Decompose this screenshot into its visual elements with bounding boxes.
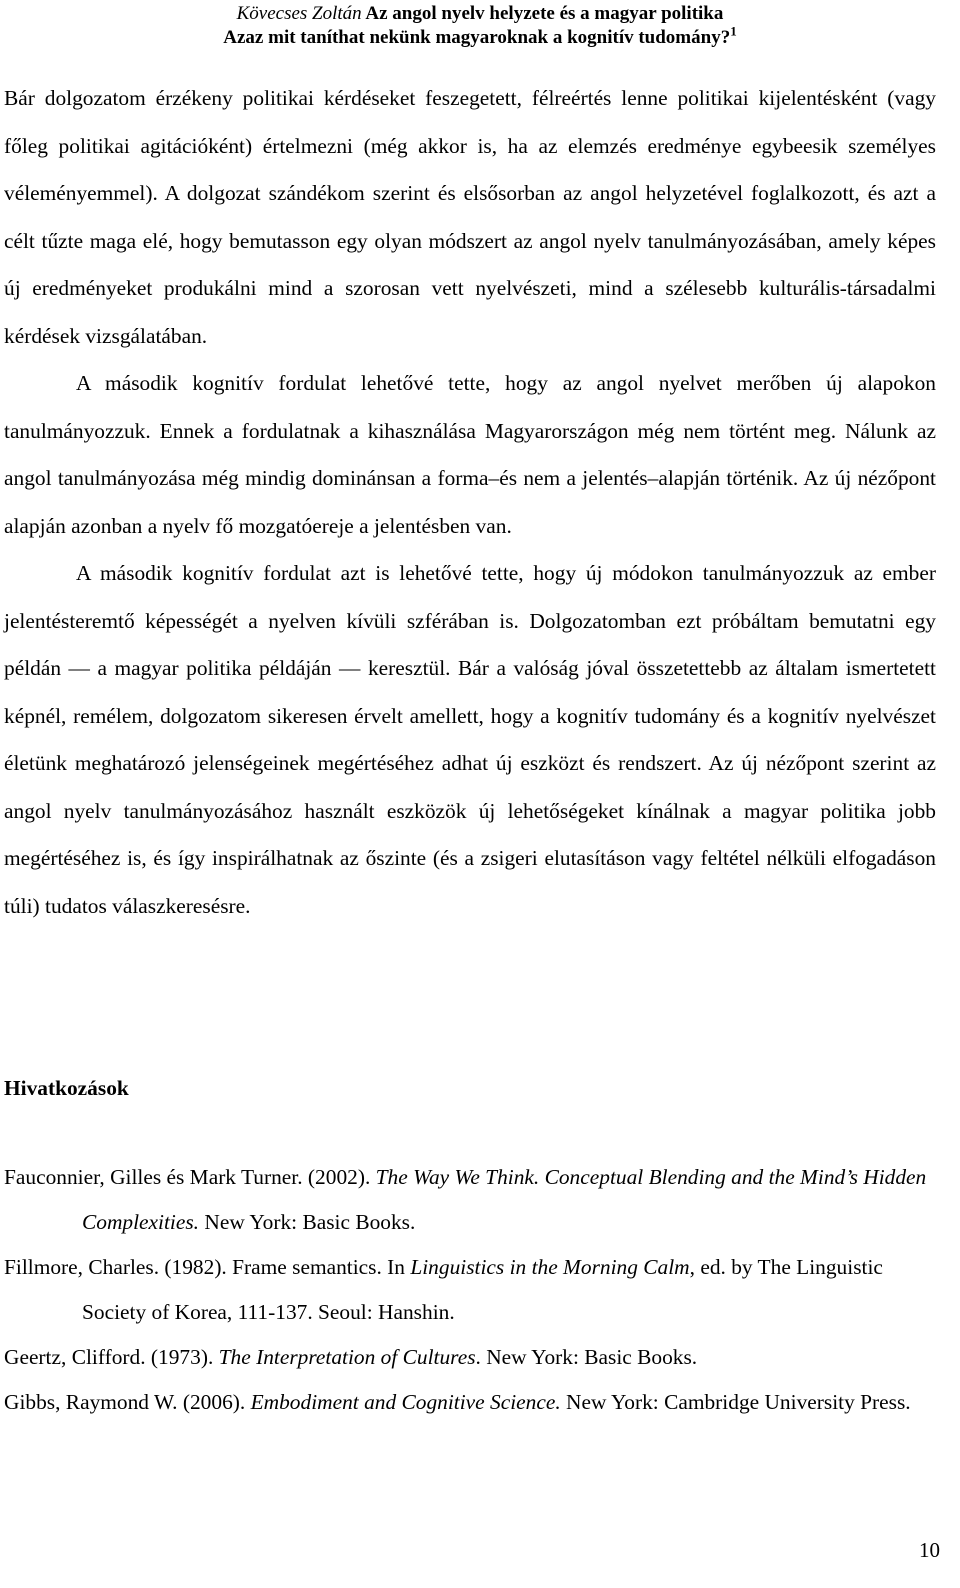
reference-text: New York: Cambridge University Press. [560,1390,911,1414]
paragraph-3: A második kognitív fordulat azt is lehetővé tette, hogy új módokon tanulmányozzuk az ember jelentésteremtő képességét a nyelven kívüli szférában is. Dolgozatomban ezt próbáltam bemutatni egy példán — a magyar politika példáján — keresztül. Bár a valóság jóval összetettebb az általam ismertetett képnél, remélem, dolgozatom sikeresen érvelt amellett, hogy a kognitív tudomány és a kognitív nyelvészet életünk meghatározó jelenségeinek megértéséhez adhat új eszközt és rendszert. Az új nézőpont szerint az angol nyelv tanulmányozásához használt eszközök új lehetőségeket kínálnak a magyar politika jobb megértéséhez is, és így inspirálhatnak az őszinte (és a zsigeri elutasításon vagy feltétel nélküli elfogadáson túli) tudatos válaszkeresésre. [4,561,936,918]
body-text [4,75,936,930]
footnote-mark: 1 [730,23,737,39]
header-line-1 [0,2,960,26]
references-heading: Hivatkozások [4,1076,129,1100]
reference-text: Geertz, Clifford. (1973). [4,1345,219,1369]
header-line-2 [0,23,960,50]
reference-text: Fillmore, Charles. (1982). Frame semantics. In [4,1255,411,1279]
page-number: 10 [919,1538,940,1562]
reference-text: New York: Basic Books. [199,1210,416,1234]
reference-item [4,1335,940,1380]
reference-text: Gibbs, Raymond W. (2006). [4,1390,251,1414]
reference-text: Fauconnier, Gilles és Mark Turner. (2002). [4,1165,376,1189]
header-title-2: Azaz mit taníthat nekünk magyaroknak a kognitív tudomány? [223,27,731,48]
reference-text: , ed. by The Linguistic Society of Korea, 111-137. Seoul: Hanshin. [82,1255,883,1324]
paragraph-2: A második kognitív fordulat lehetővé tette, hogy az angol nyelvet merőben új alapokon tanulmányozzuk. Ennek a fordulatnak a kihasználása Magyarországon még nem történt meg. Nálunk az angol tanulmányozása még mindig dominánsan a forma–és nem a jelentés–alapján történik. Az új nézőpont alapján azonban a nyelv fő mozgatóereje a jelentésben van. [4,371,936,538]
paragraph-1: Bár dolgozatom érzékeny politikai kérdéseket feszegetett, félreértés lenne politikai kijelentésként (vagy főleg politikai agitációként) értelmezni (még akkor is, ha az elemzés eredménye egybeesik személyes véleményemmel). A dolgozat szándékom szerint és elsősorban az angol helyzetével foglalkozott, és azt a célt tűzte maga elé, hogy bemutasson egy olyan módszert az angol nyelv tanulmányozásában, amely képes új eredményeket produkálni mind a szorosan vett nyelvészeti, mind a szélesebb kulturális-társadalmi kérdések vizsgálatában. [4,86,936,348]
header-author: Kövecses Zoltán [236,3,362,24]
reference-item [4,1155,940,1245]
reference-item [4,1380,940,1425]
reference-text: . New York: Basic Books. [475,1345,698,1369]
reference-item [4,1245,940,1335]
reference-title: The Interpretation of Cultures [218,1345,476,1369]
reference-title: The Way We Think. Conceptual Blending and the Mind’s Hidden Complexities. [82,1165,927,1234]
reference-title: Linguistics in the Morning Calm [410,1255,690,1279]
running-header [0,2,960,50]
reference-title: Embodiment and Cognitive Science. [250,1390,561,1414]
header-title-1: Az angol nyelv helyzete és a magyar politika [365,3,724,24]
references-list [4,1155,940,1425]
